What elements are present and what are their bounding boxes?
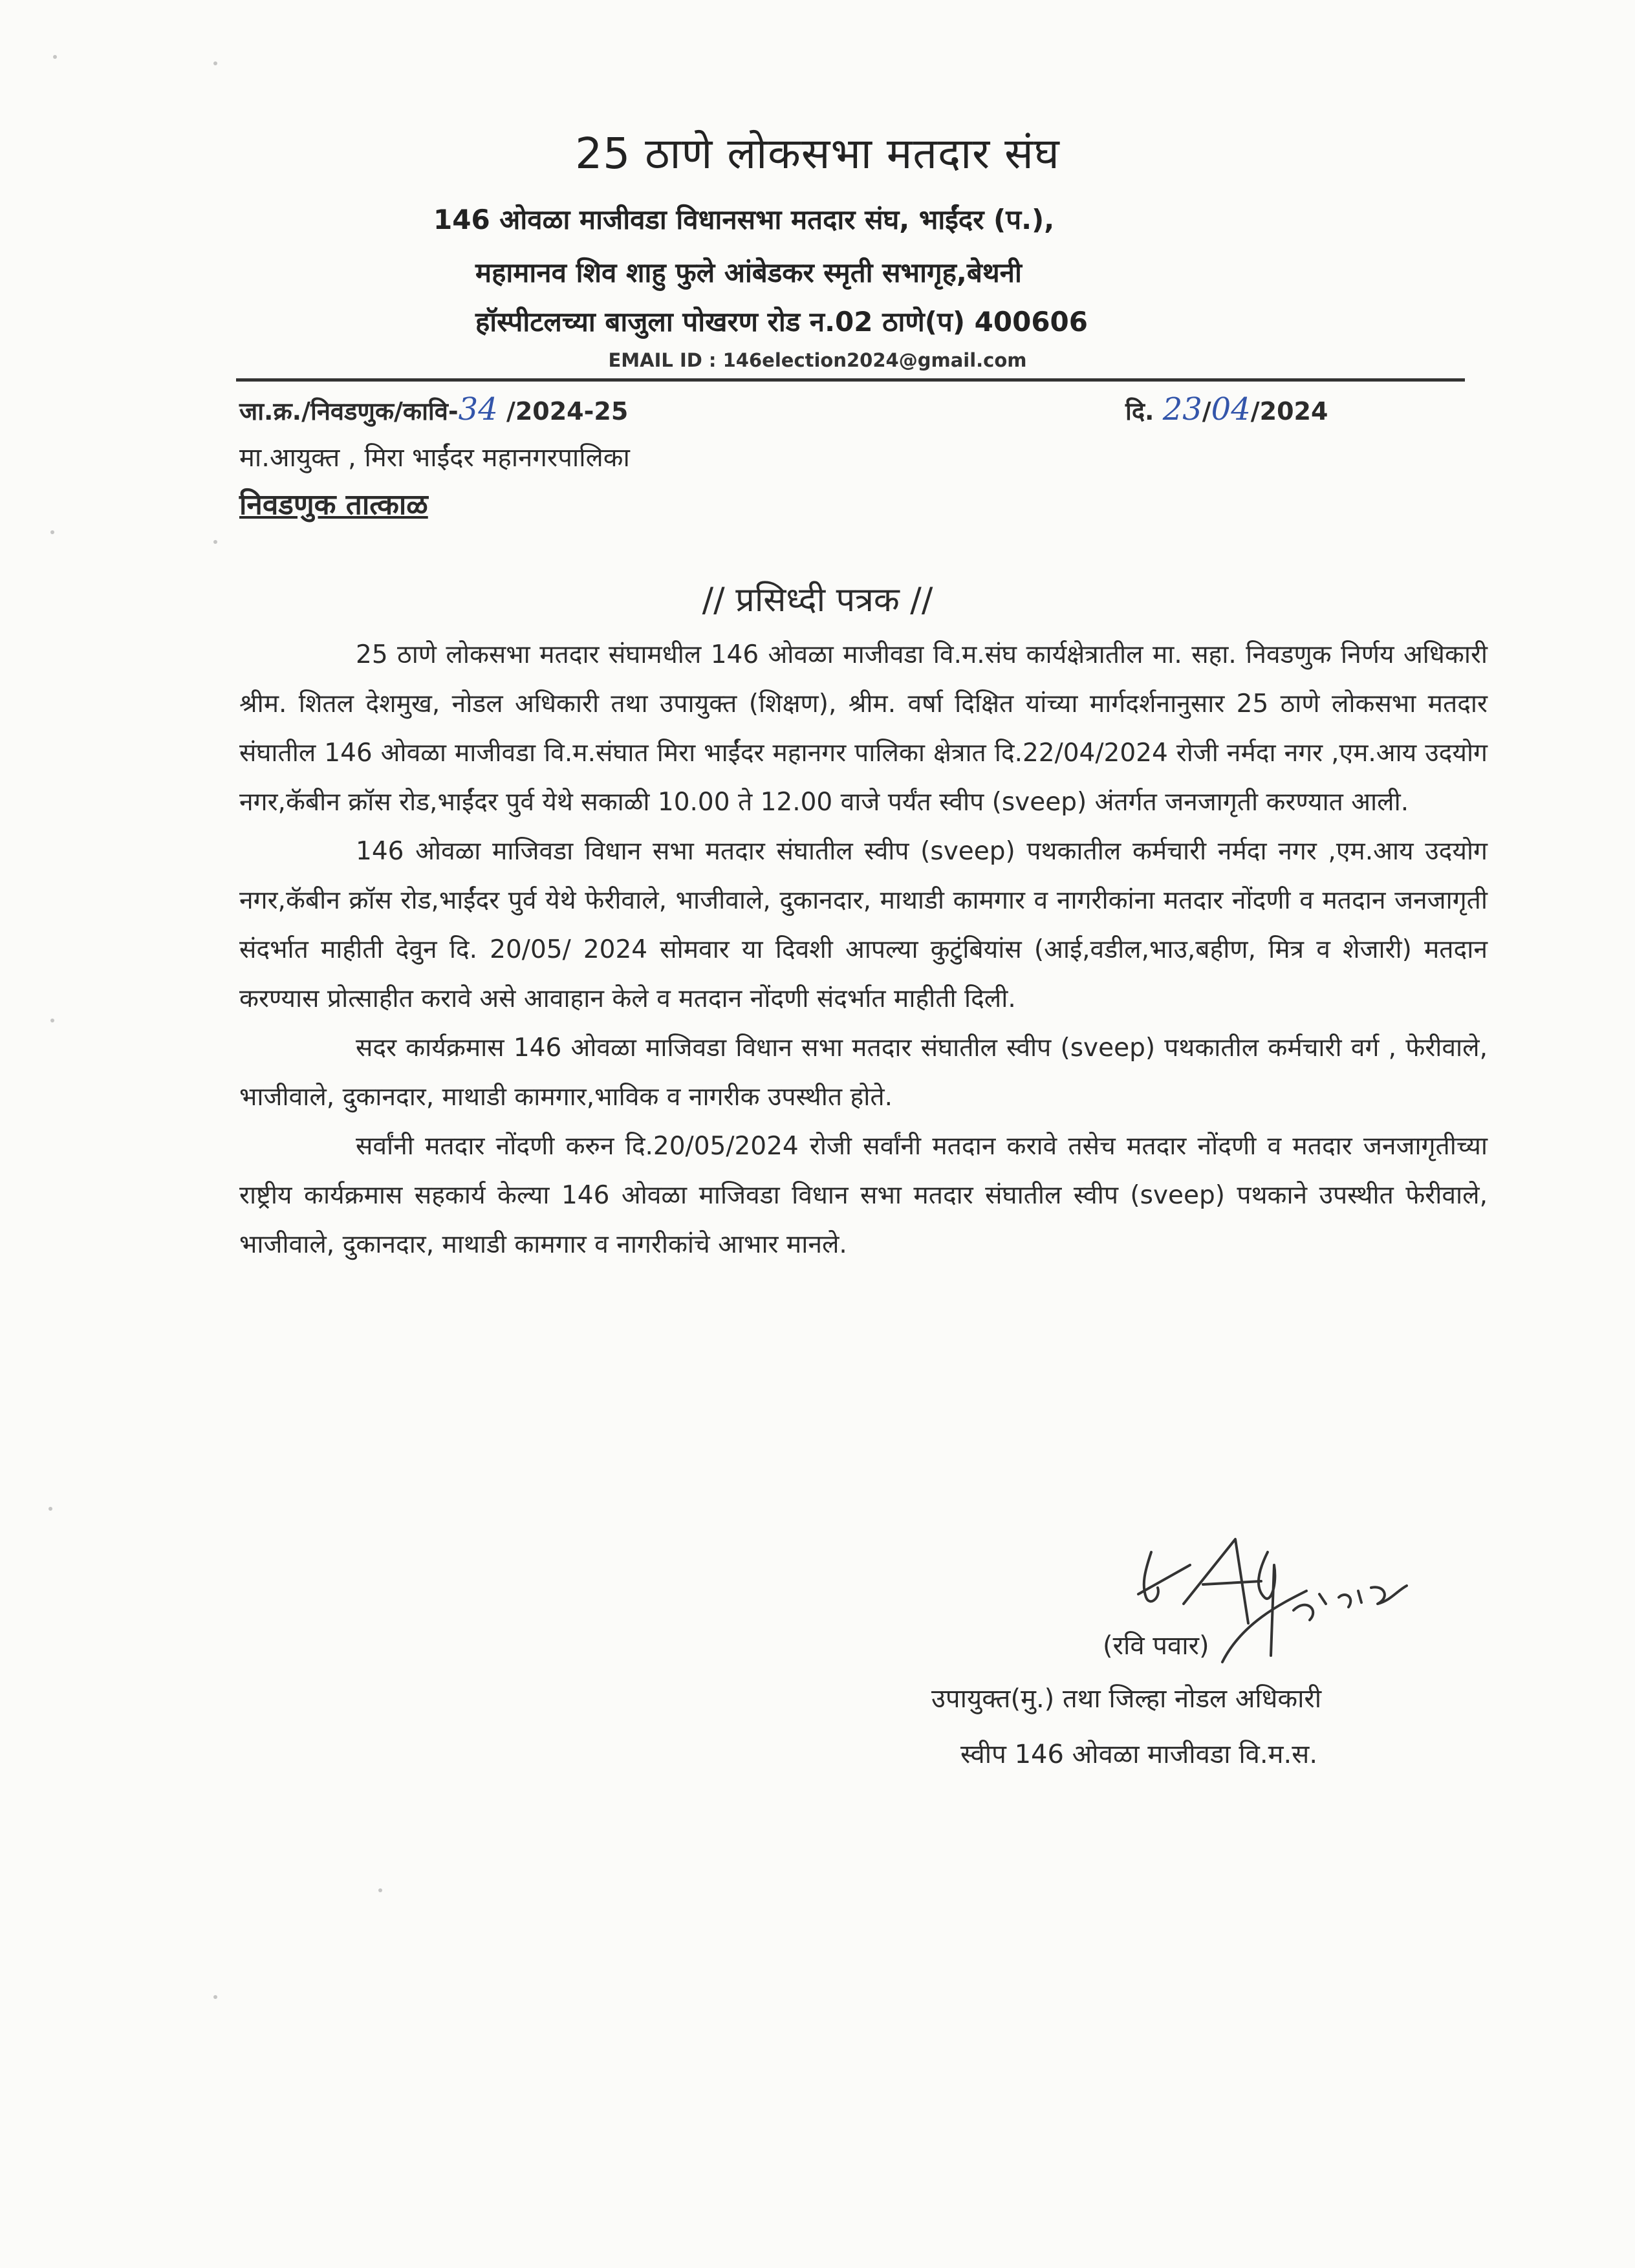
office-address-line-1: 146 ओवळा माजीवडा विधानसभा मतदार संघ, भाईंदर (प.), bbox=[433, 204, 1055, 235]
scan-speck bbox=[49, 1507, 52, 1511]
reference-number bbox=[239, 391, 628, 427]
scan-speck bbox=[53, 55, 57, 59]
scan-speck bbox=[213, 540, 217, 544]
date-year: /2024 bbox=[1250, 397, 1328, 426]
office-address-line-3: हॉस्पीटलच्या बाजुला पोखरण रोड न.02 ठाणे(प) 400606 bbox=[475, 306, 1088, 338]
reference-prefix: जा.क्र./निवडणुक/कावि- bbox=[239, 397, 459, 426]
office-email: EMAIL ID : 146election2024@gmail.com bbox=[608, 349, 1027, 371]
date-prefix: दि. bbox=[1125, 397, 1154, 426]
body-paragraph-3: सदर कार्यक्रमास 146 ओवळा माजिवडा विधान सभा मतदार संघातील स्वीप (sveep) पथकातील कर्मचारी वर्ग , फेरीवाले, भाजीवाले, दुकानदार, माथाडी कामगार,भाविक व नागरीक उपस्थीत होते. bbox=[239, 1033, 1488, 1112]
signatory-name: (रवि पवार) bbox=[1103, 1631, 1209, 1661]
body-paragraph-1: 25 ठाणे लोकसभा मतदार संघामधील 146 ओवळा माजीवडा वि.म.संघ कार्यक्षेत्रातील मा. सहा. निवडणुक निर्णय अधिकारी श्रीम. शितल देशमुख, नोडल अधिकारी तथा उपायुक्त (शिक्षण), श्रीम. वर्षा दिक्षित यांच्या मार्गदर्शनानुसार 25 ठाणे लोकसभा मतदार संघातील 146 ओवळा माजीवडा वि.म.संघात मिरा भाईंदर महानगर पालिका क्षेत्रात दि.22/04/2024 रोजी नर्मदा नगर ,एम.आय उदयोग नगर,कॅबीन क्रॉस रोड,भाईंदर पुर्व येथे सकाळी 10.00 ते 12.00 वाजे पर्यंत स्वीप (sveep) अंतर्गत जनजागृती करण्यात आली. bbox=[239, 640, 1488, 817]
scan-speck bbox=[213, 1995, 217, 1999]
body-paragraph-2: 146 ओवळा माजिवडा विधान सभा मतदार संघातील स्वीप (sveep) पथकातील कर्मचारी नर्मदा नगर ,एम.आय उदयोग नगर,कॅबीन क्रॉस रोड,भाईंदर पुर्व येथे फेरीवाले, भाजीवाले, दुकानदार, माथाडी कामगार व नागरीकांना मतदार नोंदणी व मतदान जनजागृती संदर्भात माहीती देवुन दि. 20/05/ 2024 सोमवार या दिवशी आपल्या कुटुंबियांस (आई,वडील,भाउ,बहीण, मित्र व शेजारी) मतदान करण्यास प्रोत्साहीत करावे असे आवाहान केले व मतदान नोंदणी संदर्भात माहीती दिली. bbox=[239, 837, 1488, 1013]
office-title: 25 ठाणे लोकसभा मतदार संघ bbox=[575, 129, 1060, 178]
urgent-label: निवडणुक तात्काळ bbox=[239, 488, 428, 521]
letter-date bbox=[1125, 391, 1328, 427]
scan-speck bbox=[213, 61, 217, 65]
addressee: मा.आयुक्त , मिरा भाईंदर महानगरपालिका bbox=[239, 443, 630, 473]
header-divider bbox=[236, 378, 1465, 382]
date-separator: / bbox=[1202, 397, 1211, 426]
reference-suffix: /2024-25 bbox=[506, 397, 629, 426]
scan-speck bbox=[378, 1888, 382, 1892]
body-paragraph-4: सर्वांनी मतदार नोंदणी करुन दि.20/05/2024 रोजी सर्वांनी मतदान करावे तसेच मतदार नोंदणी व मतदार जनजागृतीच्या राष्ट्रीय कार्यक्रमास सहकार्य केल्या 146 ओवळा माजिवडा विधान सभा मतदार संघातील स्वीप (sveep) पथकाने उपस्थीत फेरीवाले, भाजीवाले, दुकानदार, माथाडी कामगार व नागरीकांचे आभार मानले. bbox=[239, 1132, 1488, 1259]
reference-handwritten-number: 34 bbox=[458, 391, 498, 427]
signatory-designation-1: उपायुक्त(मु.) तथा जिल्हा नोडल अधिकारी bbox=[931, 1684, 1322, 1714]
scan-speck bbox=[50, 530, 54, 534]
press-release-title: // प्रसिध्दी पत्रक // bbox=[702, 581, 933, 620]
date-month: 04 bbox=[1211, 391, 1251, 427]
signatory-designation-2: स्वीप 146 ओवळा माजीवडा वि.म.स. bbox=[960, 1740, 1318, 1769]
scan-speck bbox=[50, 1019, 54, 1022]
date-day: 23 bbox=[1162, 391, 1202, 427]
letter-body bbox=[239, 631, 1488, 1269]
office-address-line-2: महामानव शिव शाहु फुले आंबेडकर स्मृती सभागृह,बेथनी bbox=[475, 257, 1022, 288]
